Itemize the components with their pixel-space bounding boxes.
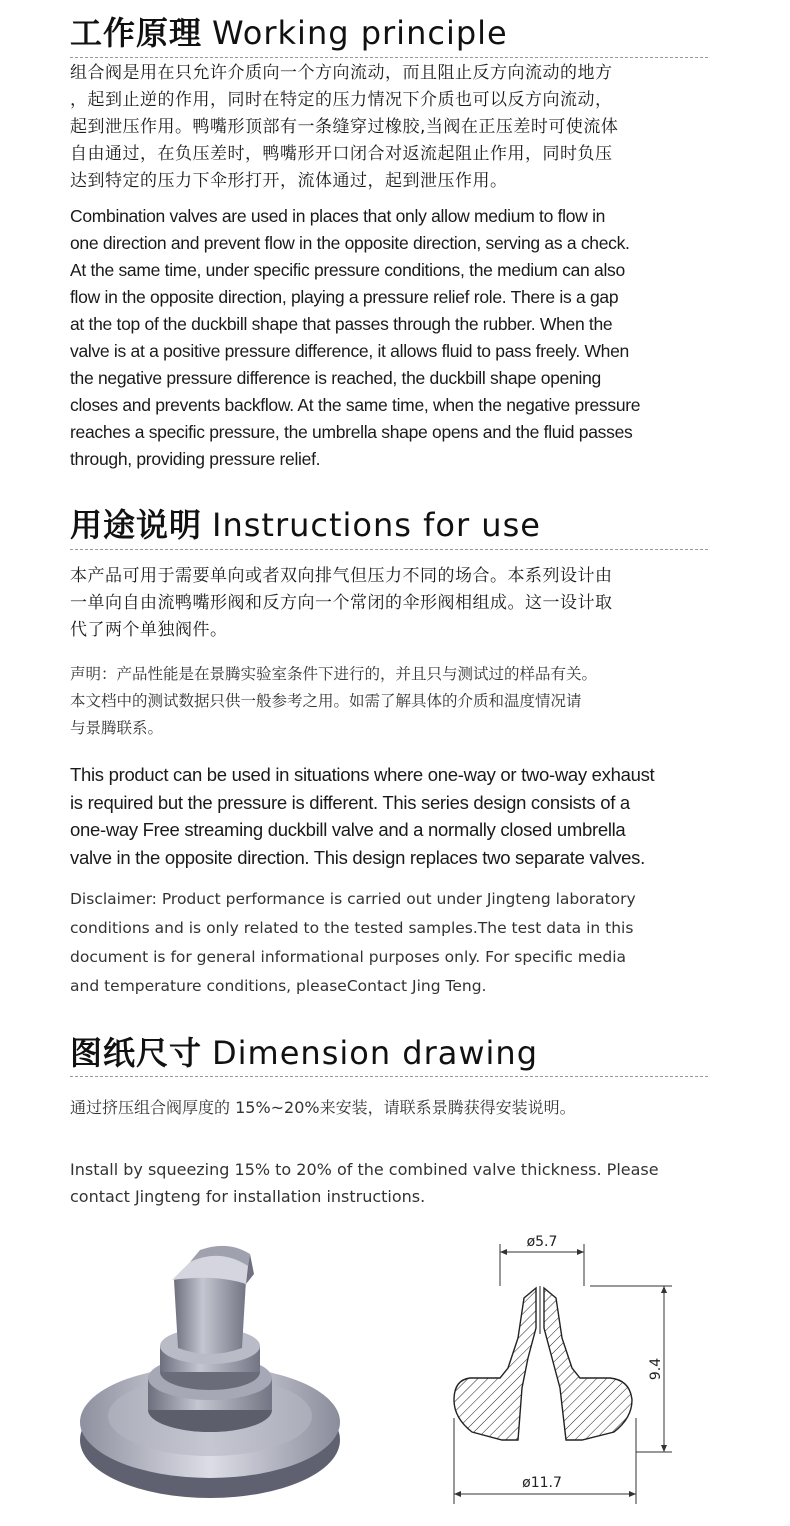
section-left	[454, 1288, 536, 1440]
instructions-paragraph-cn: 本产品可用于需要单向或者双向排气但压力不同的场合。本系列设计由 一单向自由流鸭嘴形阀和反方向一个常闭的伞形阀相组成。这一设计取 代了两个单独阀件。	[70, 566, 613, 640]
title-cn: 图纸尺寸	[70, 1034, 203, 1072]
working-paragraph-en: Combination valves are used in places that only allow medium to flow in one direction and prevent flow in the opposite direction, serving as a check. At the same time, under specific pressure conditions, the medium can also flow in the opposite direction, playing a pressure relief role. There is a gap at the top of the duckbill shape that passes through the rubber. When the valve is at a positive pressure difference, it allows fluid to pass freely. When the negative pressure difference is reached, the duckbill shape opening closes and prevents backflow. At the same time, when the negative pressure reaches a specific pressure, the umbrella shape opens and the fluid passes through, providing pressure relief.	[70, 206, 641, 469]
valve-section-drawing	[440, 1228, 700, 1518]
section-right	[544, 1288, 632, 1440]
title-en: Dimension drawing	[212, 1034, 539, 1072]
install-note-en: Install by squeezing 15% to 20% of the combined valve thickness. Please contact Jingteng for installation instructions.	[70, 1160, 659, 1206]
divider	[70, 1076, 708, 1077]
divider	[70, 57, 708, 58]
dim-top-label: ø5.7	[526, 1234, 558, 1250]
dim-bottom-label: ø11.7	[522, 1475, 562, 1491]
divider	[70, 549, 708, 550]
working-paragraph-cn: 组合阀是用在只允许介质向一个方向流动，而且阻止反方向流动的地方 ，起到止逆的作用，同时在特定的压力情况下介质也可以反方向流动， 起到泄压作用。鸭嘴形顶部有一条缝穿过橡胶,当阀在正压差时可使流体 自由通过，在负压差时，鸭嘴形开口闭合对返流起阻止作用，同时负压 达到特定的压力下伞形打开，流体通过，起到泄压作用。	[70, 63, 619, 191]
section-title-instructions	[70, 500, 541, 546]
title-cn: 工作原理	[70, 14, 203, 52]
title-cn: 用途说明	[70, 506, 203, 544]
instructions-paragraph-en: This product can be used in situations where one-way or two-way exhaust is required but the pressure is different. This series design consists of a one-way Free streaming duckbill valve and a normally closed umbrella valve in the opposite direction. This design replaces two separate valves.	[70, 764, 655, 868]
disclaimer-cn: 声明：产品性能是在景腾实验室条件下进行的，并且只与测试过的样品有关。 本文档中的测试数据只供一般参考之用。如需了解具体的介质和温度情况请 与景腾联系。	[70, 665, 598, 737]
install-note-cn: 通过挤压组合阀厚度的 15%~20%来安装，请联系景腾获得安装说明。	[70, 1098, 576, 1117]
dim-height-label: 9.4	[648, 1357, 664, 1381]
disclaimer-en: Disclaimer: Product performance is carried out under Jingteng laboratory conditions and is only related to the tested samples.The test data in this document is for general informational purposes only. For specific media and temperature conditions, pleaseContact Jing Teng.	[70, 890, 636, 995]
section-title-dimension	[70, 1028, 538, 1074]
title-en: Instructions for use	[212, 506, 541, 544]
valve-3d-render	[70, 1240, 350, 1510]
section-title-working	[70, 8, 508, 54]
title-en: Working principle	[212, 14, 508, 52]
